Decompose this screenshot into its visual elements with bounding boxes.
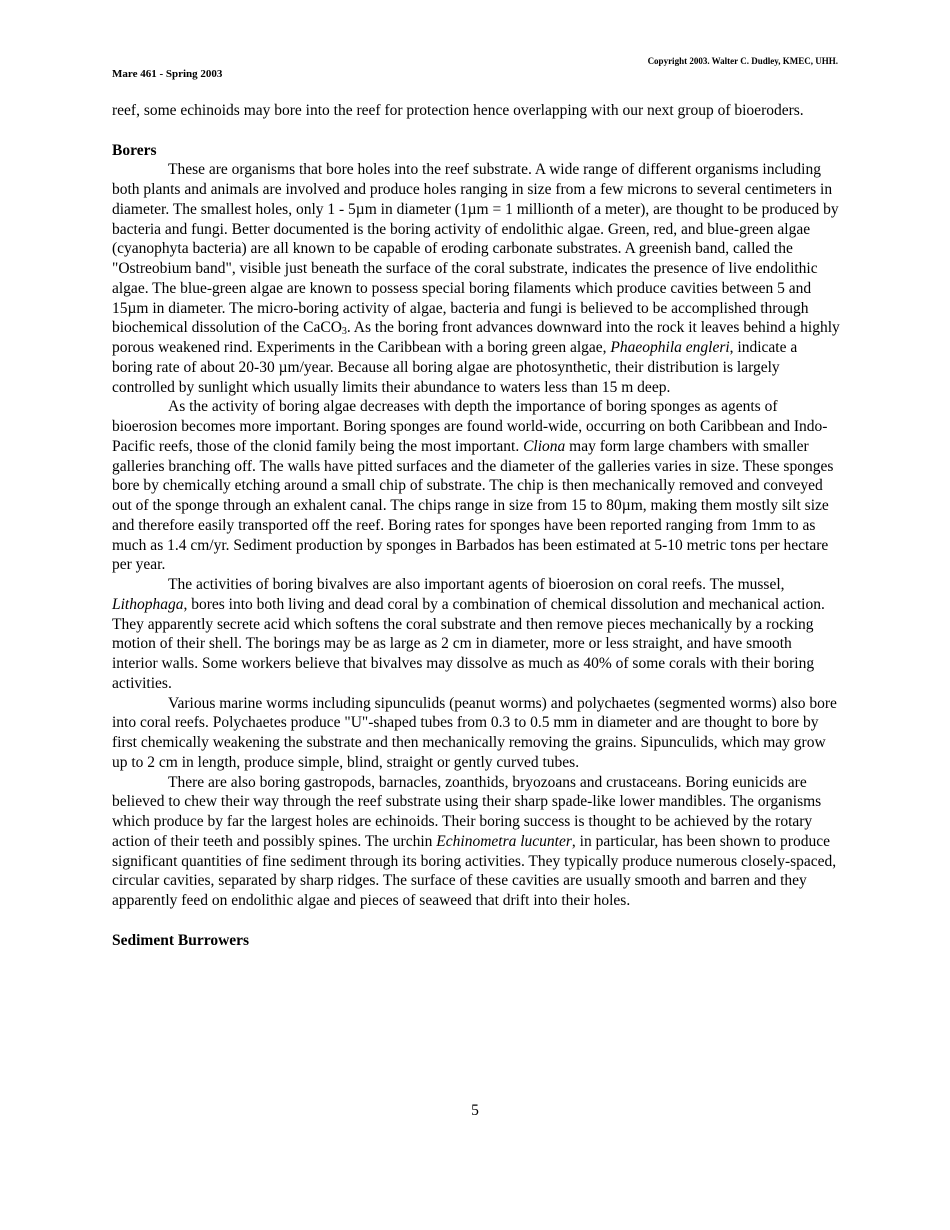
species-name: Echinometra lucunter (436, 832, 572, 850)
paragraph-borers-sponges (112, 397, 840, 575)
text-run: , in particular, has been shown to produce significant quantities of fine sediment through its boring activities. They typically produce numerous closely-spaced, circular cavities, separated by sharp ridges. The surface of these cavities are usually smooth and barren and they apparently feed on endolithic algae and pieces of seaweed that drift into their holes. (112, 832, 837, 909)
text-run: may form large chambers with smaller galleries branching off. The walls have pitted surfaces and the diameter of the galleries varies in size. These sponges bore by chemically etching around a small chip of substrate. The chip is then mechanically removed and conveyed out of the sponge through an exhalent canal. The chips range in size from 15 to 80µm, making them mostly silt size and therefore easily transported off the reef. Boring rates for sponges have been reported ranging from 1mm to as much as 1.4 cm/yr. Sediment production by sponges in Barbados has been estimated at 5-10 metric tons per hectare per year. (112, 437, 834, 574)
spacer (112, 911, 840, 931)
text-run: The activities of boring bivalves are also important agents of bioerosion on coral reefs. The mussel, (168, 576, 785, 593)
text-run: . As the boring front advances downward into the rock it leaves behind a highly porous weakened rind. Experiments in the Caribbean with a boring green algae, (112, 319, 840, 356)
intro-paragraph: reef, some echinoids may bore into the reef for protection hence overlapping with our next group of bioeroders. (112, 102, 804, 119)
text-run: , indicate a boring rate of about 20-30 µm/year. Because all boring algae are photosynthetic, their distribution is largely controlled by sunlight which usually limits their abundance to waters less than 15 m deep. (112, 339, 798, 396)
document-body (112, 101, 840, 950)
section-heading-borers: Borers (112, 141, 157, 159)
subscript: 3 (341, 326, 347, 338)
paragraph-borers-algae (112, 160, 840, 397)
course-header: Mare 461 - Spring 2003 (112, 68, 223, 80)
text-run: , bores into both living and dead coral by a combination of chemical dissolution and mechanical action. They apparently secrete acid which softens the coral substrate and then remove pieces mechanically by a rocking motion of their shell. The borings may be as large as 2 cm in diameter, more or less straight, and have smooth interior walls. Some workers believe that bivalves may dissolve as much as 40% of some corals with their boring activities. (112, 595, 825, 692)
species-name: Lithophaga (112, 595, 184, 613)
paragraph-borers-echinoids (112, 773, 840, 911)
spacer (112, 121, 840, 141)
page-number: 5 (471, 1102, 479, 1119)
paragraph-borers-worms: Various marine worms including sipunculids (peanut worms) and polychaetes (segmented worms) also bore into coral reefs. Polychaetes produce "U"-shaped tubes from 0.3 to 0.5 mm in diameter and are thought to bore by first chemically weakening the substrate and then mechanically removing the grains. Sipunculids, which may grow up to 2 cm in length, produce simple, blind, straight or gently curved tubes. (112, 694, 837, 771)
species-name: Phaeophila engleri (610, 339, 730, 356)
species-name: Cliona (523, 437, 566, 455)
text-run: There are also boring gastropods, barnacles, zoanthids, bryozoans and crustaceans. Boring eunicids are believed to chew their way through the reef substrate using their sharp spade-like lower mandibles. The organisms which produce by far the largest holes are echinoids. Their boring success is thought to be achieved by the rotary action of their teeth and possibly spines. The urchin (112, 773, 822, 850)
section-heading-sediment-burrowers: Sediment Burrowers (112, 931, 250, 949)
text-run: These are organisms that bore holes into the reef substrate. A wide range of different organisms including both plants and animals are involved and produce holes ranging in size from a few microns to several centimeters in diameter. The smallest holes, only 1 - 5µm in diameter (1µm = 1 millionth of a meter), are thought to be produced by bacteria and fungi. Better documented is the boring activity of endolithic algae. Green, red, and blue-green algae (cyanophyta bacteria) are all known to be capable of eroding carbonate substrates. A greenish band, called the "Ostreobium band", visible just beneath the surface of the coral substrate, indicates the presence of live endolithic algae. The blue-green algae are known to possess special boring filaments which produce cavities between 5 and 15µm in diameter. The micro-boring activity of algae, bacteria and fungi is believed to be accomplished through biochemical dissolution of the CaCO (112, 161, 839, 337)
paragraph-borers-bivalves (112, 575, 840, 694)
text-run: As the activity of boring algae decreases with depth the importance of boring sponges as agents of bioerosion becomes more important. Boring sponges are found world-wide, occurring on both Caribbean and Indo-Pacific reefs, those of the clonid family being the most important. (112, 398, 828, 455)
copyright-notice: Copyright 2003. Walter C. Dudley, KMEC, UHH. (647, 56, 838, 66)
